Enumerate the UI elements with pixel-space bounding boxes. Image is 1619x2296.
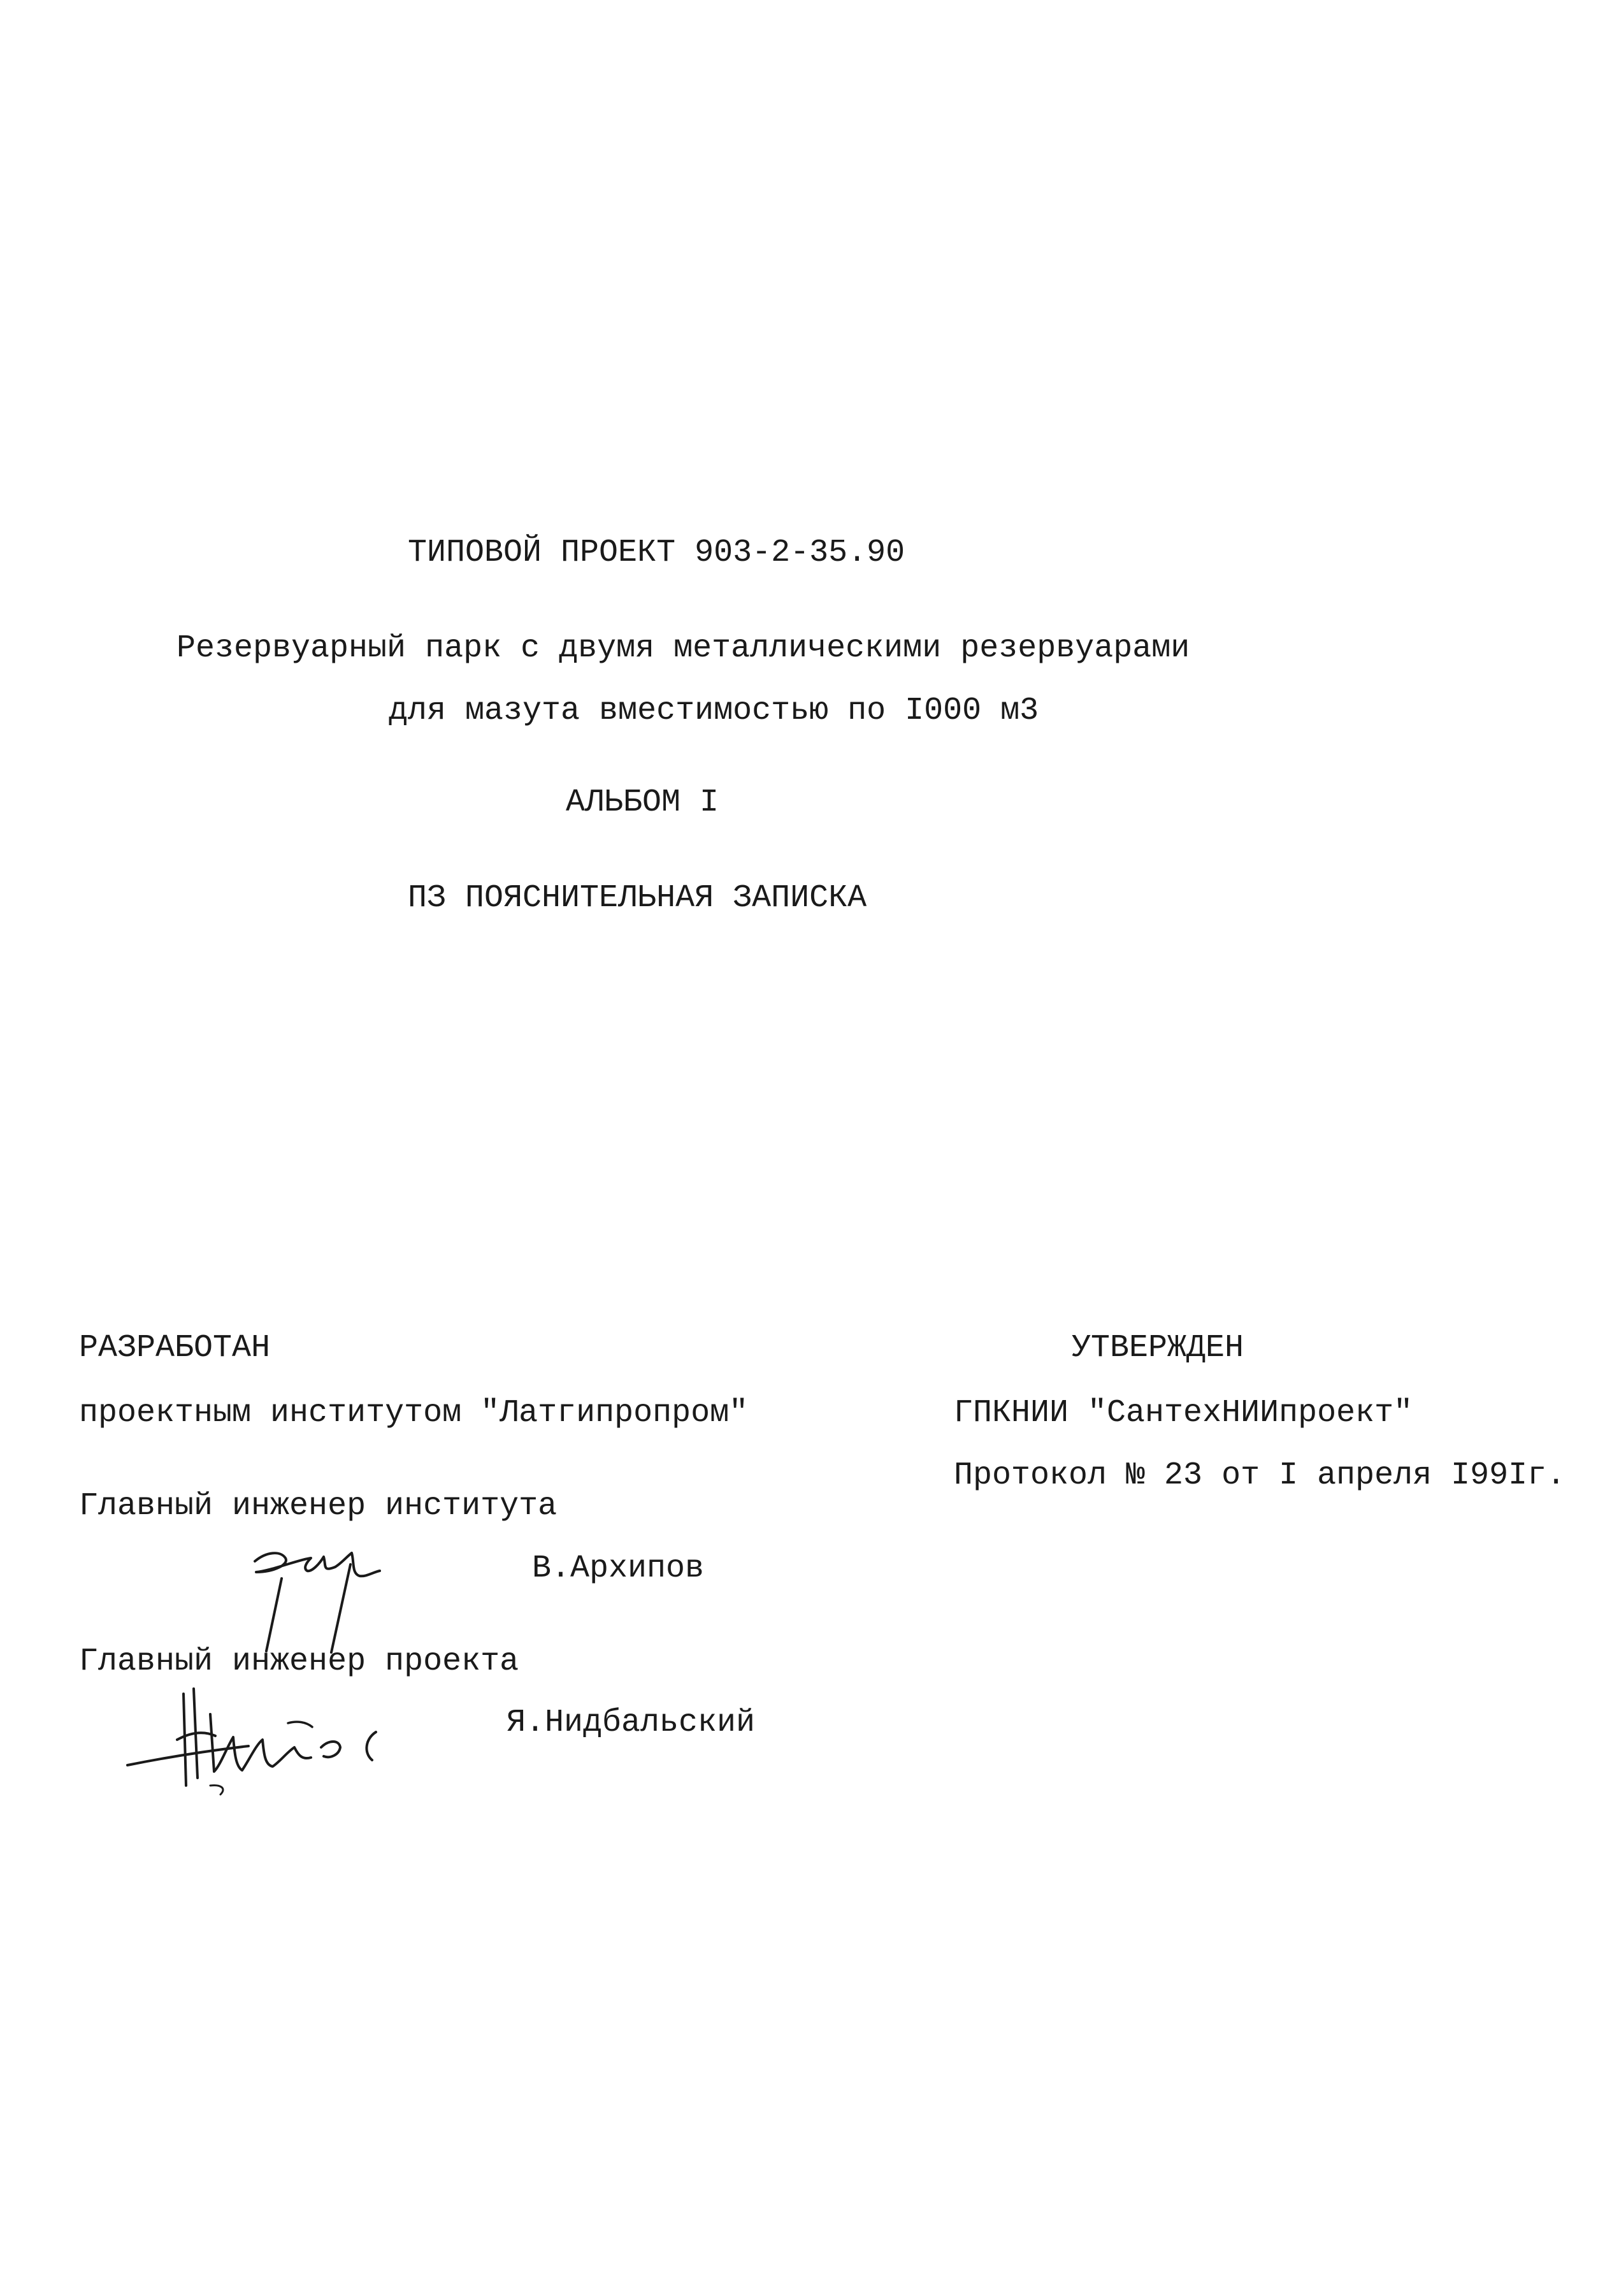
document-subtitle-line-1: Резервуарный парк с двумя металлическими резервуарами <box>176 630 1190 667</box>
chief-engineer-project-name: Я.Нидбальский <box>507 1705 756 1741</box>
developed-heading: РАЗРАБОТАН <box>79 1330 271 1366</box>
document-title: ТИПОВОЙ ПРОЕКТ 903-2-35.90 <box>408 535 905 571</box>
chief-engineer-institute-label: Главный инженер института <box>79 1488 558 1524</box>
approving-organization: ГПКНИИ "СантехНИИпроект" <box>954 1395 1413 1431</box>
chief-engineer-project-label: Главный инженер проекта <box>79 1643 519 1680</box>
approval-protocol: Протокол № 23 от I апреля I99Iг. <box>954 1457 1566 1494</box>
signature-chief-engineer-institute <box>210 1526 401 1654</box>
approved-heading: УТВЕРЖДЕН <box>1072 1330 1244 1366</box>
section-title: ПЗ ПОЯСНИТЕЛЬНАЯ ЗАПИСКА <box>408 880 867 916</box>
chief-engineer-institute-name: В.Архипов <box>532 1550 705 1587</box>
album-number: АЛЬБОМ I <box>566 784 719 821</box>
developer-institute: проектным институтом "Латгипропром" <box>79 1395 749 1431</box>
document-subtitle-line-2: для мазута вместимостью по I000 м3 <box>389 693 1039 729</box>
signature-chief-engineer-project <box>108 1676 465 1797</box>
